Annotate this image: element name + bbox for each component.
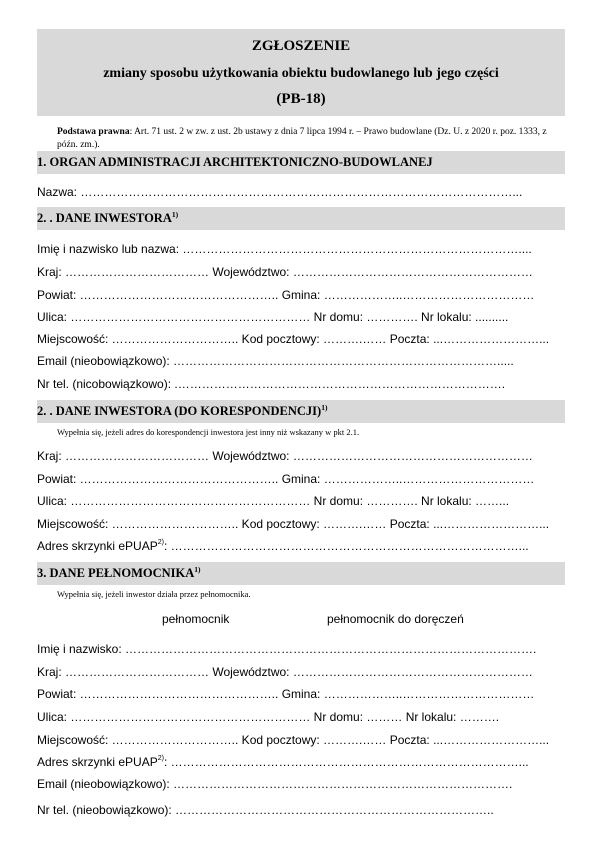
- field-imie-3[interactable]: [37, 640, 565, 658]
- section-organ-title: 1. ORGAN ADMINISTRACJI ARCHITEKTONICZNO-BUDOWLANEJ: [37, 155, 433, 169]
- field-epuap-2[interactable]: [37, 537, 565, 555]
- form-subtitle: zmiany sposobu użytkowania obiektu budowlanego lub jego części: [103, 66, 499, 81]
- field-nazwa-text: Nazwa: ………………………………………………………………………………………………...: [37, 185, 523, 199]
- section-pelnomocnik-note: Wypełnia się, jeżeli inwestor działa przez pełnomocnika.: [57, 589, 251, 599]
- field-tel-text: Nr tel. (nicobowiązkowo): .……………………………………………………………………….: [37, 377, 506, 391]
- field-epuap-3[interactable]: [37, 753, 565, 771]
- field-kraj-2[interactable]: [37, 447, 565, 465]
- footnote-marker: 1): [171, 210, 179, 219]
- field-ulica-2[interactable]: [37, 492, 565, 510]
- field-ulica-text: Ulica: …………………………………………………… Nr domu: …………. Nr lokalu: ..........: [37, 310, 509, 324]
- section-pelnomocnik-title: 3. DANE PEŁNOMOCNIKA: [37, 566, 195, 580]
- field-imie-nazwa[interactable]: [37, 240, 565, 258]
- field-kraj-3[interactable]: [37, 663, 565, 681]
- field-ulica-3[interactable]: [37, 708, 565, 726]
- footnote-marker: 1): [321, 403, 328, 412]
- field-nazwa[interactable]: [37, 183, 565, 201]
- field-powiat-text: Powiat: ………………………………………….. Gmina: ………………..……………………………: [37, 288, 535, 302]
- footnote-marker: 2): [157, 755, 164, 762]
- field-powiat-2-text: Powiat: ………………………………………….. Gmina: ………………..……………………………: [37, 472, 535, 486]
- field-ulica-2-text: Ulica: …………………………………………………… Nr domu: …………. Nr lokalu: ……...: [37, 494, 510, 508]
- field-kraj-text: Kraj: ……………………………… Województwo: ……………………………………………………: [37, 265, 533, 279]
- legal-basis: [57, 126, 562, 152]
- legal-basis-text: : Art. 71 ust. 2 w zw. z ust. 2b ustawy z dnia 7 lipca 1994 r. – Prawo budowlane (Dz. U. z 2020 r. poz. 1333, z późn. zm.).: [57, 127, 547, 150]
- field-ulica[interactable]: [37, 308, 565, 326]
- field-miejscowosc-3[interactable]: [37, 731, 565, 749]
- field-miejscowosc-text: Miejscowość: ………………………….. Kod pocztowy: ……….…… Poczta: ...……………………...: [37, 332, 550, 346]
- footnote-marker: 2): [157, 539, 164, 546]
- field-epuap-2-label: Adres skrzynki ePUAP: [37, 539, 158, 553]
- form-code: (PB-18): [276, 91, 326, 107]
- form-header: [37, 29, 565, 116]
- field-epuap-3-dots: : ……………………………………………………………………………...: [163, 755, 529, 769]
- field-miejscowosc-2-text: Miejscowość: ………………………….. Kod pocztowy: ……….…… Poczta: ...……………………...: [37, 517, 550, 531]
- field-email-3[interactable]: [37, 775, 565, 793]
- section-inwestor-korespondencja: [37, 400, 565, 423]
- form-page: [37, 29, 565, 817]
- field-kraj-3-text: Kraj: ……………………………… Województwo: ……………………………………………………: [37, 665, 533, 679]
- field-ulica-3-text: Ulica: …………………………………………………… Nr domu: ……… Nr lokalu: ……….: [37, 710, 500, 724]
- field-imie-nazwa-text: Imię i nazwisko lub nazwa: …………………………………………………………………………....: [37, 242, 532, 256]
- choice-pelnomocnik-do-doreczen[interactable]: pełnomocnik do doręczeń: [327, 612, 464, 626]
- field-miejscowosc-2[interactable]: [37, 515, 565, 533]
- footnote-marker: 1): [194, 565, 201, 574]
- field-email-3-text: Email (nieobowiązkowo): ………………………………………………………………………….: [37, 777, 513, 791]
- section-pelnomocnik: [37, 562, 565, 585]
- section-inwestor: [37, 207, 565, 230]
- field-miejscowosc-3-text: Miejscowość: ………………………….. Kod pocztowy: ……….…… Poczta: ...……………………...: [37, 733, 550, 747]
- section-inwestor-title: 2. . DANE INWESTORA: [37, 211, 172, 225]
- field-tel-3-text: Nr tel. (nieobowiązkowo): ……………………………………………………………………..: [37, 803, 494, 817]
- field-powiat[interactable]: [37, 286, 565, 304]
- field-email-text: Email (nieobowiązkowo): ……………………………………………………………………….....: [37, 354, 514, 368]
- section-organ: [37, 151, 565, 174]
- choice-pelnomocnik[interactable]: pełnomocnik: [162, 612, 230, 626]
- field-tel-3[interactable]: [37, 801, 565, 819]
- field-powiat-2[interactable]: [37, 470, 565, 488]
- field-powiat-3-text: Powiat: ………………………………………….. Gmina: ………………..……………………………: [37, 687, 535, 701]
- section-korespondencja-note: Wypełnia się, jeżeli adres do korespondencji inwestora jest inny niż wskazany w pkt 2.1.: [57, 427, 360, 437]
- field-miejscowosc[interactable]: [37, 330, 565, 348]
- field-kraj[interactable]: [37, 263, 565, 281]
- field-epuap-3-label: Adres skrzynki ePUAP: [37, 755, 158, 769]
- section-inwestor-korespondencja-title: 2. . DANE INWESTORA (DO KORESPONDENCJI): [37, 404, 322, 418]
- field-kraj-2-text: Kraj: ……………………………… Województwo: ……………………………………………………: [37, 449, 533, 463]
- legal-basis-label: Podstawa prawna: [57, 127, 130, 137]
- field-email[interactable]: [37, 352, 565, 370]
- field-powiat-3[interactable]: [37, 685, 565, 703]
- field-epuap-2-dots: : ……………………………………………………………………………...: [163, 539, 529, 553]
- form-title: ZGŁOSZENIE: [251, 38, 351, 54]
- field-tel[interactable]: [37, 375, 565, 393]
- field-imie-3-text: Imię i nazwisko: ………………………………………………………………………………………….: [37, 642, 537, 656]
